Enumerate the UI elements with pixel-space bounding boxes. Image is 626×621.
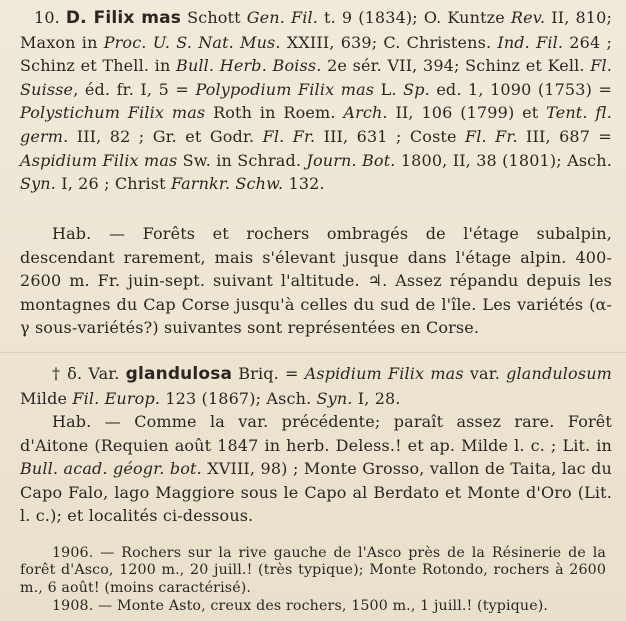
entry-habitat: Hab. — Forêts et rochers ombragés de l'étage subalpin, descendant rarement, mais s'élevant jusque dans l'étage alpin. 400-2600 m. Fr. juin-sept. suivant l'altitude. ♃. Assez répandu depuis les montagnes du Cap Corse jusqu'à celles du sud de l'île. Les variétés (α-γ sous-variétés?) suivantes sont représentées en Corse.	[20, 224, 612, 338]
variety-symbol: † δ.	[52, 364, 83, 383]
entry-synonymy: 10. D. Filix mas Schott Gen. Fil. t. 9 (1834); O. Kuntze Rev. II, 810; Maxon in Proc. U. S. Nat. Mus. XXIII, 639; C. Christens. Ind. Fil. 264 ; Schinz et Thell. in Bull. Herb. Boiss. 2e sér. VII, 394; Schinz et Kell. Fl. Suisse, éd. fr. I, 5 = Polypodium Filix mas L. Sp. ed. 1, 1090 (1753) = Polystichum Filix mas Roth in Roem. Arch. II, 106 (1799) et Tent. fl. germ. III, 82 ; Gr. et Godr. Fl. Fr. III, 631 ; Coste Fl. Fr. III, 687 = Aspidium Filix mas Sw. in Schrad. Journ. Bot. 1800, II, 38 (1801); Asch. Syn. I, 26 ; Christ Farnkr. Schw. 132.	[20, 8, 613, 194]
variety-name: glandulosa	[125, 364, 233, 384]
section-divider	[0, 352, 626, 353]
record-1906: 1906. — Rochers sur la rive gauche de l'Asco près de la Résinerie de la forêt d'Asco, 1200 m., 20 juill.! (très typique); Monte Rotondo, rochers à 2600 m., 6 août! (moins caractérisé).	[20, 545, 606, 596]
record-1908: 1908. — Monte Asto, creux des rochers, 1500 m., 1 juill.! (typique).	[52, 598, 549, 614]
entry-number: 10.	[34, 8, 60, 27]
variety-habitat: Hab. — Comme la var. précédente; paraît assez rare. Forêt d'Aitone (Requien août 1847 in herb. Deless.! et ap. Milde l. c. ; Lit. in Bull. acad. géogr. bot. XVIII, 98) ; Monte Grosso, vallon de Taita, lac du Capo Falo, lago Maggiore sous le Capo al Berdato et Monte d'Oro (Lit. l. c.); et localités ci-dessous.	[20, 412, 612, 526]
entry-title: D. Filix mas	[65, 8, 182, 28]
variety-glandulosa: † δ. Var. glandulosa Briq. = Aspidium Filix mas var. glandulosum Milde Fil. Europ. 123 (1867); Asch. Syn. I, 28.	[20, 364, 612, 408]
